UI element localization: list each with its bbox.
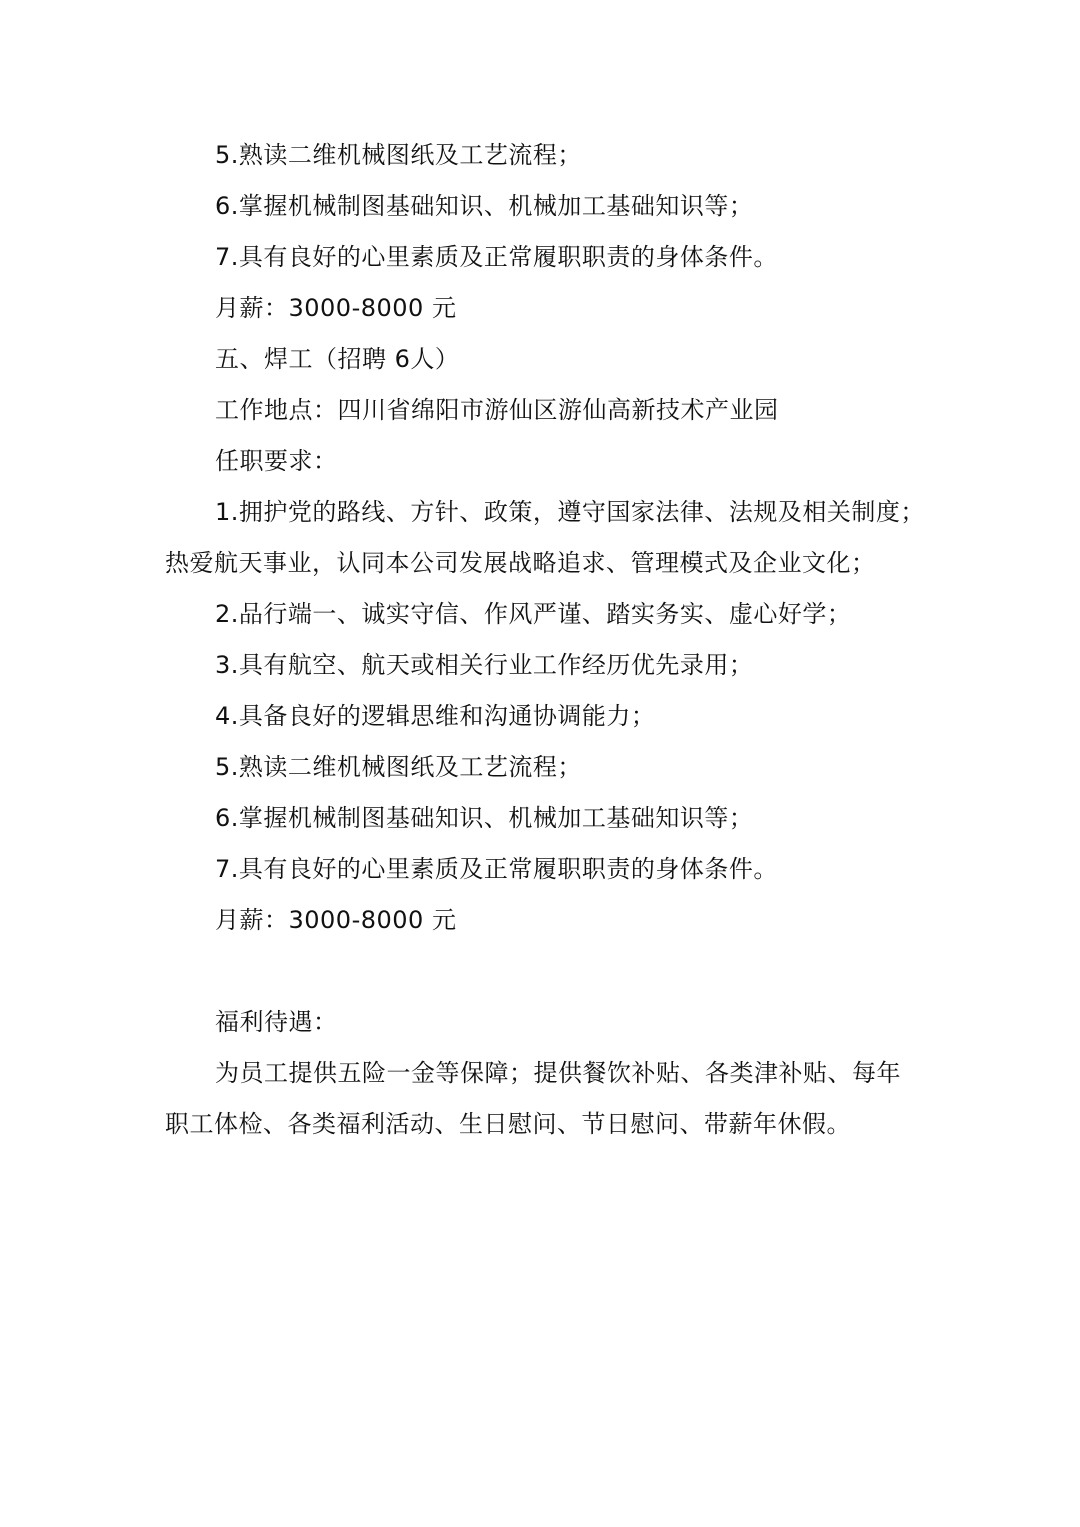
welder-work-location: 工作地点：四川省绵阳市游仙区游仙高新技术产业园 [215, 396, 779, 424]
welder-requirement-2: 2.品行端一、诚实守信、作风严谨、踏实务实、虚心好学； [215, 600, 852, 628]
welder-requirement-7: 7.具有良好的心里素质及正常履职职责的身体条件。 [215, 855, 778, 883]
welder-requirements-heading: 任职要求： [215, 447, 338, 475]
prev-requirement-5: 5.熟读二维机械图纸及工艺流程； [215, 141, 582, 169]
benefits-text-line-2: 职工体检、各类福利活动、生日慰问、节日慰问、带薪年休假。 [165, 1110, 851, 1138]
prev-salary: 月薪：3000-8000 元 [215, 294, 457, 322]
benefits-heading: 福利待遇： [215, 1008, 338, 1036]
welder-requirement-5: 5.熟读二维机械图纸及工艺流程； [215, 753, 582, 781]
welder-requirement-3: 3.具有航空、航天或相关行业工作经历优先录用； [215, 651, 754, 679]
welder-requirement-6: 6.掌握机械制图基础知识、机械加工基础知识等； [215, 804, 754, 832]
benefits-text-line-1: 为员工提供五险一金等保障；提供餐饮补贴、各类津补贴、每年 [215, 1059, 901, 1087]
welder-requirement-4: 4.具备良好的逻辑思维和沟通协调能力； [215, 702, 656, 730]
welder-section-title: 五、焊工（招聘 6人） [215, 345, 460, 373]
prev-requirement-6: 6.掌握机械制图基础知识、机械加工基础知识等； [215, 192, 754, 220]
welder-salary: 月薪：3000-8000 元 [215, 906, 457, 934]
blank-line [165, 946, 940, 997]
document-body [165, 130, 940, 1150]
welder-requirement-1-continued: 热爱航天事业，认同本公司发展战略追求、管理模式及企业文化； [165, 549, 876, 577]
prev-requirement-7: 7.具有良好的心里素质及正常履职职责的身体条件。 [215, 243, 778, 271]
welder-requirement-1: 1.拥护党的路线、方针、政策，遵守国家法律、法规及相关制度； [215, 498, 925, 526]
